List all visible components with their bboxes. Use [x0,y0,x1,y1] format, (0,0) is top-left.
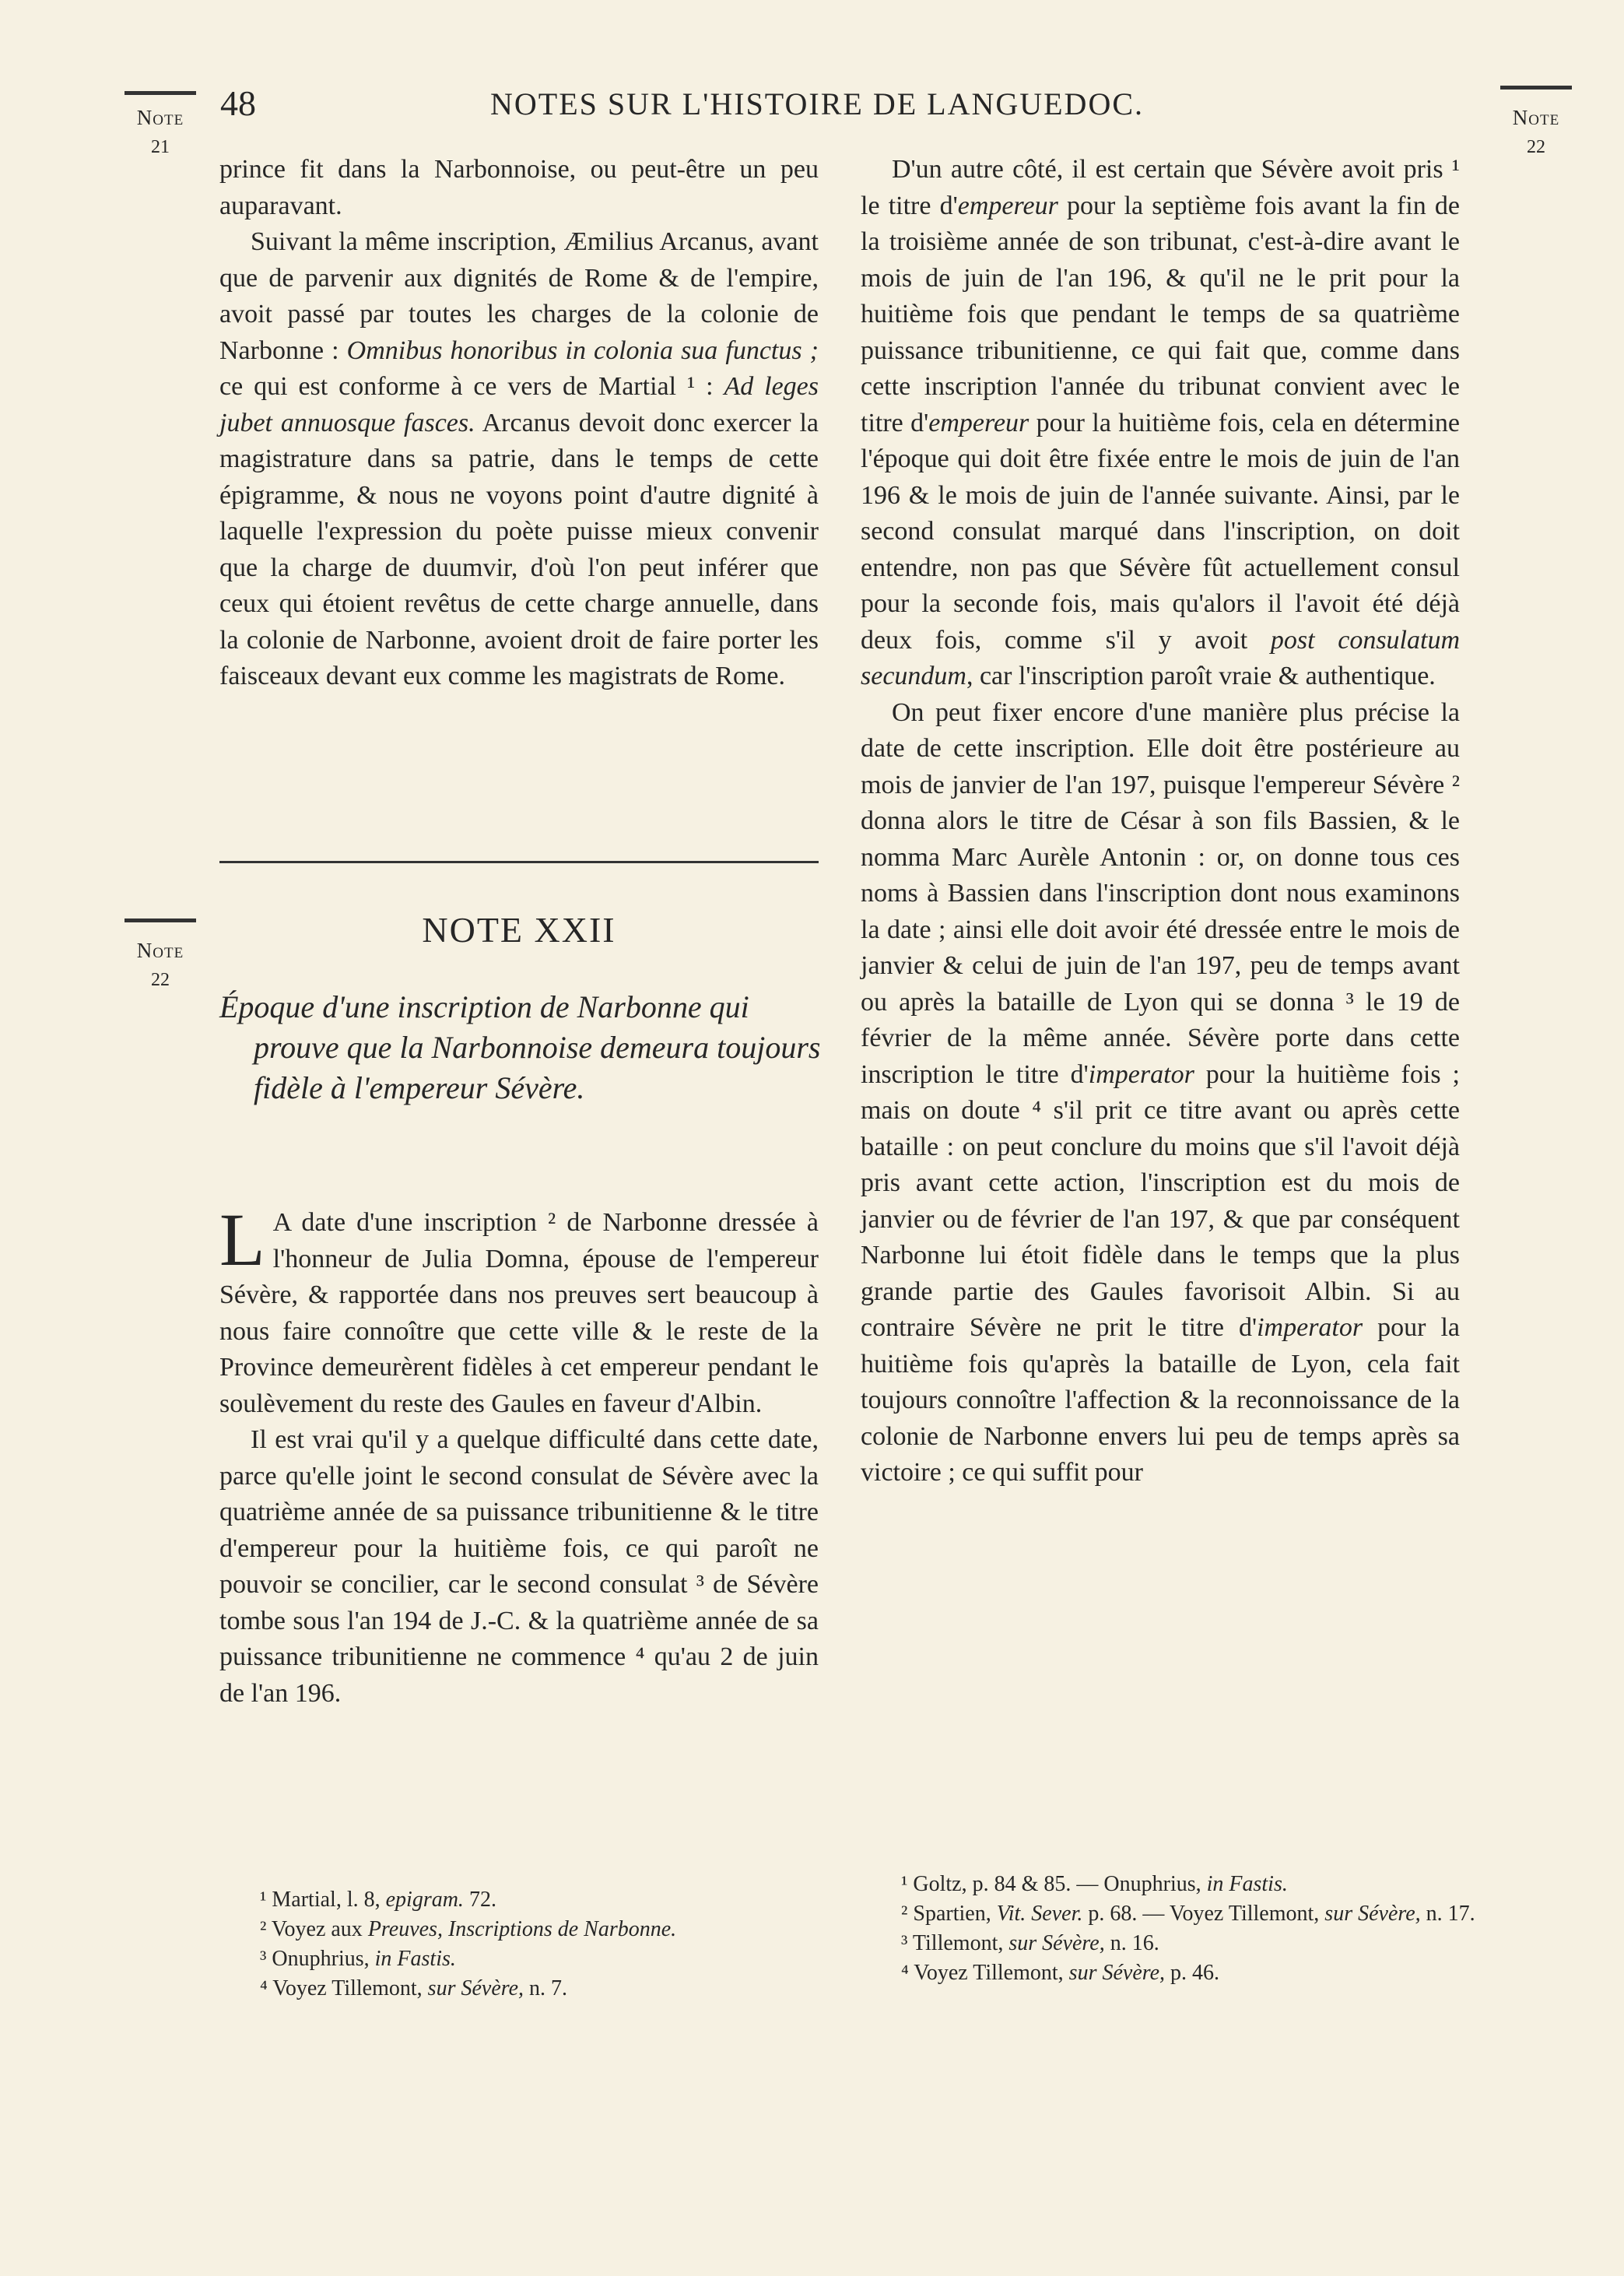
left-footnotes [243,1885,834,2004]
margin-num-left-top: 21 [151,137,170,157]
margin-rule-left-mid [125,918,196,922]
margin-rule-right-top [1500,86,1572,90]
footnote: ² Spartien, Vit. Sever. p. 68. — Voyez Tillemont, sur Sévère, n. 17. [901,1902,1475,1926]
paragraph: On peut fixer encore d'une manière plus précise la date de cette inscription. Elle doit être postérieure au mois de janvier de l'an 197, puisque l'empereur Sévère ² donna alors le titre de César à son fils Bassien, & le nomma Marc Aurèle Antonin : or, on donne tous ces noms à Bassien dans l'inscription dont nous examinons la date ; ainsi elle doit avoir été dressée entre le mois de janvier & celui de juin de l'an 197, peu de temps avant ou après la bataille de Lyon qui se donna ³ le 19 de février de la même année. Sévère porte dans cette inscription le titre d'imperator pour la huitième fois ; mais on doute ⁴ s'il prit ce titre avant ou après cette bataille : on peut conclure du moins que s'il l'avoit déjà pris avant cette action, l'inscription est du mois de janvier ou de février de l'an 197, & que par conséquent Narbonne lui étoit fidèle dans le temps que la plus grande partie des Gaules favorisoit Albin. Si au contraire Sévère ne prit le titre d'imperator pour la huitième fois qu'après la bataille de Lyon, cela fait toujours connoître l'affection & la reconnoissance de la colonie de Narbonne envers lui peu de temps après sa victoire ; ce qui suffit pour [861,697,1460,1487]
paragraph: D'un autre côté, il est certain que Sévère avoit pris ¹ le titre d'empereur pour la septième fois avant la fin de la troisième année de son tribunat, c'est-à-dire avant le mois de juin de l'an 196, & qu'il ne le prit pour la huitième fois que pendant le temps de sa quatrième puissance tribunitienne, ce qui fait que, comme dans cette inscription l'année du tribunat convient avec le titre d'empereur pour la huitième fois, cela en détermine l'époque qui doit être fixée entre le mois de juin de l'an 196 & le mois de juin de l'année suivante. Ainsi, par le second consulat marqué dans l'inscription, on doit entendre, non pas que Sévère fût actuellement consul pour la seconde fois, mais qu'alors il l'avoit été déjà deux fois, comme s'il y avoit post consulatum secundum, car l'inscription paroît vraie & authentique. [861,155,1460,690]
paragraph: L A date d'une inscription ² de Narbonne dressée à l'honneur de Julia Domna, épouse de l'empereur Sévère, & rapportée dans nos preuves sert beaucoup à nous faire connoître que cette ville & le reste de la Province demeurèrent fidèles à cet empereur pendant le soulèvement du reste des Gaules en faveur d'Albin. [219,1198,819,1418]
footnote: ¹ Martial, l. 8, epigram. 72. [260,1888,496,1912]
margin-label-right-top: Note [1512,106,1560,129]
footnote: ⁴ Voyez Tillemont, sur Sévère, p. 46. [901,1961,1220,1985]
margin-label-left-mid: Note [136,939,184,962]
margin-rule-left-top [125,91,196,95]
running-title: NOTES SUR L'HISTOIRE DE LANGUEDOC. [490,86,1145,121]
right-column [861,152,1460,1491]
left-column-upper [219,152,819,695]
margin-num-left-mid: 22 [151,970,170,990]
footnote: ² Voyez aux Preuves, Inscriptions de Narbonne. [260,1917,677,1941]
footnote: ³ Tillemont, sur Sévère, n. 16. [901,1931,1159,1955]
margin-num-right-top: 22 [1527,137,1545,157]
left-column-note-body [219,1198,819,1712]
note-title: NOTE XXII [422,910,616,950]
paragraph: Suivant la même inscription, Æmilius Arcanus, avant que de parvenir aux dignités de Rome & de l'empire, avoit passé par toutes les charges de la colonie de Narbonne : Omnibus honoribus in colonia sua functus ; ce qui est conforme à ce vers de Martial ¹ : Ad leges jubet annuosque fasces. Arcanus devoit donc exercer la magistrature dans sa patrie, dans le temps de cette épigramme, & nous ne voyons point d'autre dignité à laquelle l'expression du poète puisse mieux convenir que la charge de duumvir, d'où l'on peut inférer que ceux qui étoient revêtus de cette charge annuelle, dans la colonie de Narbonne, avoient droit de faire porter les faisceaux devant eux comme les magistrats de Rome. [219,227,819,690]
drop-cap: L [219,1198,265,1281]
paragraph: prince fit dans la Narbonnoise, ou peut-être un peu auparavant. [219,155,819,220]
paragraph: Il est vrai qu'il y a quelque difficulté dans cette date, parce qu'elle joint le second consulat de Sévère avec la quatrième année de sa puissance tribunitienne & le titre d'empereur pour la huitième fois, ce qui paroît ne pouvoir se concilier, car le second consulat ³ de Sévère tombe sous l'an 194 de J.-C. & la quatrième année de sa puissance tribunitienne ne commence ⁴ qu'au 2 de juin de l'an 196. [219,1425,819,1708]
section-divider [219,861,819,863]
right-footnotes [884,1870,1475,1988]
footnote: ⁴ Voyez Tillemont, sur Sévère, n. 7. [260,1976,568,2000]
margin-label-left-top: Note [136,106,184,129]
footnote: ³ Onuphrius, in Fastis. [260,1947,456,1971]
page-number: 48 [220,83,256,123]
footnote: ¹ Goltz, p. 84 & 85. — Onuphrius, in Fastis. [901,1872,1288,1896]
note-subtitle: Époque d'une inscription de Narbonne qui prouve que la Narbonnoise demeura toujours fidèle à l'empereur Sévère. [219,989,821,1105]
